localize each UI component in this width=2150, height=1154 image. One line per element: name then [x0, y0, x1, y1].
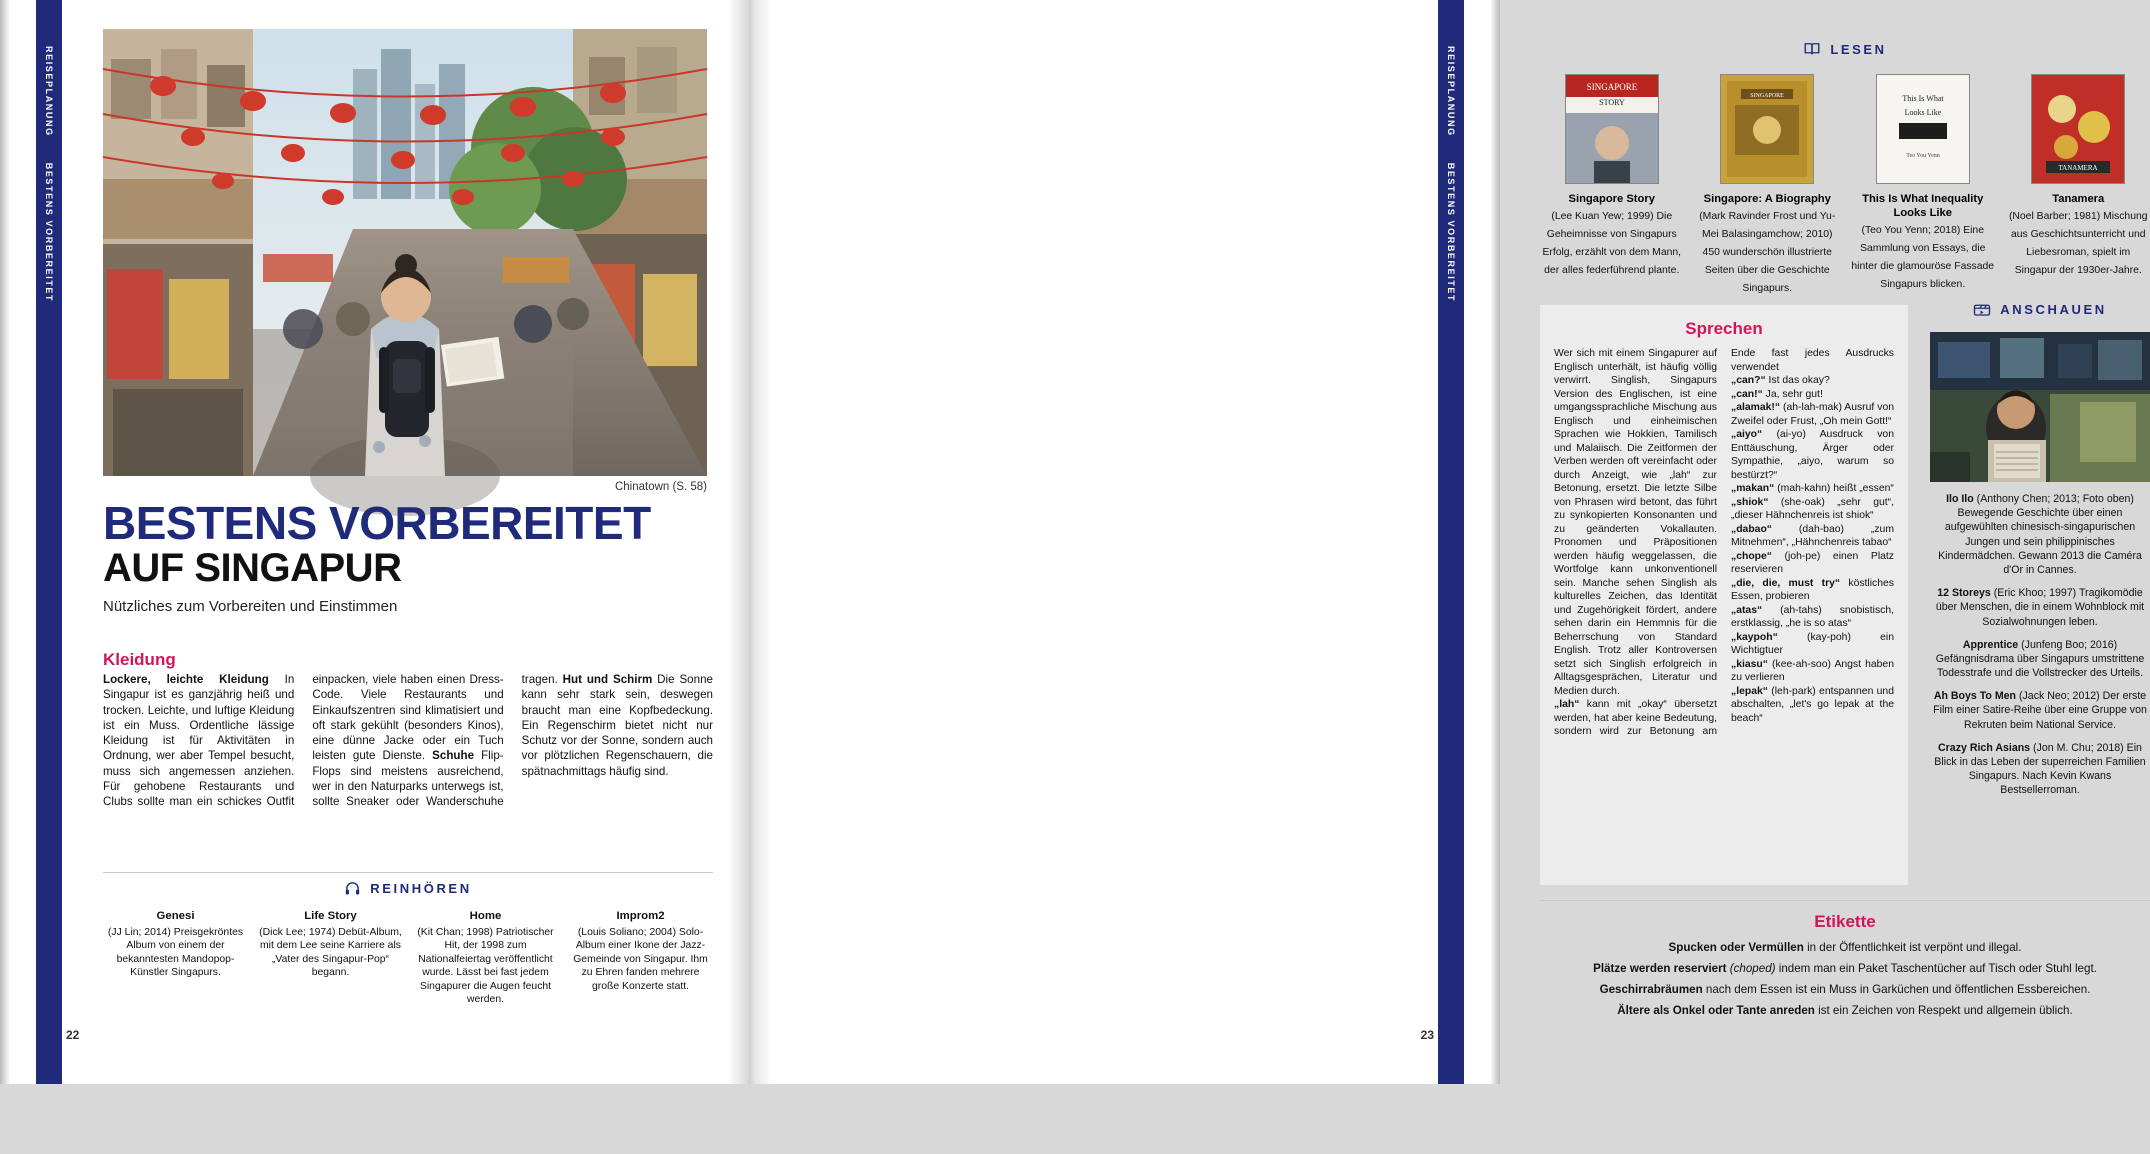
kleidung-lead-schuhe: Schuhe: [432, 749, 474, 762]
etiquette-text: nach dem Essen ist ein Muss in Garküchen und öffentlichen Essbereichen.: [1703, 983, 2091, 996]
reinhoeren-label: REINHÖREN: [370, 881, 471, 896]
film-clapper-icon: [1973, 300, 1991, 318]
list-item: [1851, 74, 1995, 296]
svg-text:SINGAPORE: SINGAPORE: [1750, 93, 1784, 99]
anschauen-label: ANSCHAUEN: [2000, 302, 2106, 317]
page-title-line2: AUF SINGAPUR: [103, 548, 713, 589]
svg-text:Looks Like: Looks Like: [1904, 108, 1941, 117]
anschauen-section: [1930, 300, 2150, 807]
glossary-def: (ai-yo) Ausdruck von Enttäuschung, Ärger oder Sympathie, „aiyo, warum so bestürzt?“: [1731, 429, 1894, 481]
list-item: [1930, 689, 2150, 732]
book-cover: [1720, 74, 1814, 184]
list-item: [1540, 940, 2150, 955]
divider-above-reinhoeren: [103, 872, 713, 873]
page-number-left: 22: [66, 1028, 79, 1042]
kleidung-text-schuhe: Flip-Flops sind meistens ausreichend, wer in den Naturparks unterwegs ist, sollte Sneaker oder Wanderschuhe tragen.: [312, 673, 562, 808]
glossary-def: köstliches Essen, probieren: [1731, 578, 1894, 603]
hero-photo-chinatown: [103, 29, 707, 476]
book-desc: (Lee Kuan Yew; 1999) Die Geheimnisse von Singapurs Erfolg, erzählt von dem Mann, der alles federführend plante.: [1542, 211, 1681, 276]
page-edge-right: [1490, 0, 1500, 1084]
kleidung-lead-1: Lockere, leichte Kleidung: [103, 673, 269, 686]
music-desc: (Dick Lee; 1974) Debüt-Album, mit dem Lee seine Karriere als „Vater des Singapur-Pop“ begann.: [259, 927, 402, 979]
list-item: [2007, 74, 2150, 296]
glossary-def: Ist das okay?: [1766, 375, 1830, 386]
film-still-photo: [1930, 332, 2150, 482]
etikette-section: [1540, 912, 2150, 1024]
glossary-term: „dabao“: [1731, 524, 1772, 535]
list-item: [1930, 492, 2150, 577]
right-page: [750, 0, 1500, 1084]
book-cover: [1876, 74, 1970, 184]
etiquette-term: Spucken oder Vermüllen: [1669, 941, 1804, 954]
sprechen-body: [1540, 347, 1908, 739]
sprechen-intro: Wer sich mit einem Singapurer auf Englisch unterhält, ist häufig völlig verwirrt. Singlish, Singapurs Version des Englischen, ist eine umgangssprachliche Mischung aus Englisch und einheimischen Sprachen wie Hokkien, Tamilisch und Malaiisch. Die Zeitformen der Verben werden oft vereinfacht oder durch Anzeigt, wie „lah“ zur Betonung, ersetzt. Die letzte Silbe von Phrasen wird betont, das führt zu synkopierten Konsonanten und zu geänderten Vokallauten. Pronomen und Präpositionen werden häufig weggelassen, die Wortfolge kann unkonventionell sein. Manche sehen Singlish als kulturelles Zeichen, das Identität und Zugehörigkeit fördert, andere sehen darin ein Hemmnis für die Beherrschung von Standard English. Trotz aller Kontroversen setzt sich Singlish erfolgreich in Alltagsgesprächen, Literatur und Medien durch.: [1554, 347, 1717, 698]
sprechen-heading: Sprechen: [1540, 305, 1908, 347]
side-tab-left: [36, 0, 62, 1084]
anschauen-band: [1930, 300, 2150, 318]
glossary-def: (leh-park) entspannen und abschalten, „let's go lepak at the beach“: [1731, 686, 1894, 724]
glossary-def: (mah-kahn) heißt „essen“: [1774, 483, 1894, 494]
divider-above-etikette: [1540, 900, 2150, 901]
etiquette-term: Plätze werden reserviert: [1593, 962, 1726, 975]
list-item: [1930, 741, 2150, 798]
svg-text:SINGAPORE: SINGAPORE: [1586, 82, 1637, 92]
film-title: Apprentice: [1963, 639, 2018, 651]
ilo-ilo-still: [1930, 332, 2150, 482]
list-item: [258, 909, 403, 1007]
music-title: Home: [413, 909, 558, 924]
film-title: Crazy Rich Asians: [1938, 742, 2030, 754]
glossary-def: (kee-ah-soo) Angst haben zu verlieren: [1731, 659, 1894, 684]
etiquette-term: Ältere als Onkel oder Tante anreden: [1617, 1004, 1815, 1017]
film-desc: (Anthony Chen; 2013; Foto oben) Bewegende Geschichte über einen aufgewühlten chinesisch-singapurischen Jungen und sein philippinisches Kindermädchen. Gewann 2013 die Caméra d'Or in Cannes.: [1938, 493, 2142, 576]
film-list: [1930, 492, 2150, 798]
page-edge-left: [0, 0, 10, 1084]
lesen-section: [1540, 40, 2150, 296]
film-title: 12 Storeys: [1937, 587, 1991, 599]
etikette-heading: Etikette: [1540, 912, 2150, 932]
page-subtitle: Nützliches zum Vorbereiten und Einstimmen: [103, 598, 713, 615]
film-desc: (Eric Khoo; 1997) Tragikomödie über Menschen, die in einem Wohnblock mit Sozialwohnungen leben.: [1936, 587, 2144, 627]
glossary-term: „lah“: [1554, 699, 1579, 710]
etiquette-text: ist ein Zeichen von Respekt und allgemein üblich.: [1815, 1004, 2073, 1017]
glossary-term: „atas“: [1731, 605, 1762, 616]
list-item: [1930, 586, 2150, 629]
etiquette-text: in der Öffentlichkeit ist verpönt und illegal.: [1804, 941, 2022, 954]
book-cover: [2031, 74, 2125, 184]
photo-caption: Chinatown (S. 58): [103, 481, 707, 493]
film-title: Ah Boys To Men: [1934, 690, 2016, 702]
glossary-term: „kiasu“: [1731, 659, 1768, 670]
page-number-right: 23: [1421, 1028, 1434, 1042]
book-cover-art: [1566, 75, 1658, 183]
side-tab-chapter: REISEPLANUNG: [1446, 46, 1456, 137]
left-page: [0, 0, 750, 1084]
glossary-term: „can?“: [1731, 375, 1766, 386]
list-item: [1540, 961, 2150, 976]
book-icon: [1803, 40, 1821, 58]
lesen-band: [1540, 40, 2150, 58]
kleidung-body: [103, 672, 713, 810]
svg-text:Teo You Yenn: Teo You Yenn: [1906, 153, 1940, 159]
svg-text:STORY: STORY: [1599, 98, 1625, 107]
film-title: Ilo Ilo: [1946, 493, 1974, 505]
glossary-def: (ah-lah-mak) Ausruf von Zweifel oder Frust, „Oh mein Gott!“: [1731, 402, 1894, 427]
book-cover-art: [1721, 75, 1813, 183]
music-desc: (JJ Lin; 2014) Preisgekröntes Album von einem der bekanntesten Mandopop-Künstler Singapurs.: [108, 927, 243, 979]
etiquette-term: Geschirrabräumen: [1600, 983, 1703, 996]
book-cover-art: [1877, 75, 1969, 183]
book-desc: (Mark Ravinder Frost und Yu-Mei Balasingamchow; 2010) 450 wunderschön illustrierte Seiten über die Geschichte Singapurs.: [1699, 211, 1835, 294]
book-desc: (Noel Barber; 1981) Mischung aus Geschichtsunterricht und Liebesroman, spielt im Singapur der 1930er-Jahre.: [2009, 211, 2148, 276]
chinatown-street-illustration: [103, 29, 707, 476]
glossary-def: (kay-poh) ein Wichtigtuer: [1731, 632, 1894, 657]
glossary-def: (dah-bao) „zum Mitnehmen“, „Hähnchenreis tabao“: [1731, 524, 1894, 549]
glossary-def: (ah-tahs) snobistisch, erstklassig, „he is so atas“: [1731, 605, 1894, 630]
glossary-term: „chope“: [1731, 551, 1772, 562]
book-desc: (Teo You Yenn; 2018) Eine Sammlung von Essays, die hinter die glamouröse Fassade Singapurs blicken.: [1851, 225, 1994, 290]
glossary-term: „aiyo“: [1731, 429, 1762, 440]
side-tab-section: BESTENS VORBEREITET: [44, 163, 54, 302]
lesen-label: LESEN: [1830, 42, 1886, 57]
etiquette-italic: (choped): [1730, 962, 1776, 975]
list-item: [1540, 74, 1684, 296]
list-item: [568, 909, 713, 1007]
list-item: [1930, 638, 2150, 681]
list-item: [1540, 1003, 2150, 1018]
side-tab-right: [1438, 0, 1464, 1084]
glossary-term: „makan“: [1731, 483, 1774, 494]
kleidung-text-hut: Die Sonne kann sehr stark sein, deswegen braucht man eine Kopfbedeckung. Ein Regenschirm bietet nicht nur Schutz vor der Sonne, sondern auch vor plötzlichen Regenschauern, die spätnachmittags häufig sind.: [522, 673, 713, 778]
music-title: Improm2: [568, 909, 713, 924]
glossary-term: „can!“: [1731, 389, 1763, 400]
music-title: Genesi: [103, 909, 248, 924]
list-item: [1696, 74, 1840, 296]
book-title: Singapore Story: [1540, 192, 1684, 206]
music-desc: (Louis Soliano; 2004) Solo-Album einer Ikone der Jazz-Gemeinde von Singapur. Ihm zu Ehren fanden mehrere große Konzerte statt.: [573, 927, 708, 992]
svg-text:TANAMERA: TANAMERA: [2059, 164, 2098, 172]
music-desc: (Kit Chan; 1998) Patriotischer Hit, der 1998 zum Nationalfeiertag veröffentlicht wurde. Lässt bei fast jedem Singapurer die Augen feucht werden.: [417, 927, 553, 1006]
film-desc: (Jack Neo; 2012) Der erste Film einer Satire-Reihe über eine Gruppe von Rekruten beim National Service.: [1933, 690, 2147, 730]
glossary-def: Ja, sehr gut!: [1763, 389, 1823, 400]
film-desc: (Jon M. Chu; 2018) Ein Blick in das Leben der superreichen Familien Singapurs. Nach Kevin Kwans Bestsellerroman.: [1934, 742, 2145, 797]
reinhoeren-band: [103, 880, 713, 897]
book-list: [1540, 74, 2150, 296]
glossary-term: „alamak!“: [1731, 402, 1780, 413]
glossary-def: (joh-pe) einen Platz reservieren: [1731, 551, 1894, 576]
headphones-icon: [344, 880, 361, 897]
glossary-def: (she-oak) „sehr gut“, „dieser Hähnchenreis ist shiok“: [1731, 497, 1894, 522]
list-item: [413, 909, 558, 1007]
etiquette-text: indem man ein Paket Taschentücher auf Tisch oder Stuhl legt.: [1776, 962, 2097, 975]
side-tab-chapter: REISEPLANUNG: [44, 46, 54, 137]
film-desc: (Junfeng Boo; 2016) Gefängnisdrama über Singapurs umstrittene Todesstrafe und die Vollstrecker des Urteils.: [1936, 639, 2144, 679]
sprechen-panel: [1540, 305, 1908, 885]
glossary-term: „lepak“: [1731, 686, 1768, 697]
list-item: [103, 909, 248, 1007]
side-tab-section: BESTENS VORBEREITET: [1446, 163, 1456, 302]
reinhoeren-section: [103, 880, 713, 1007]
book-cover-art: [2032, 75, 2124, 183]
book-title: Singapore: A Biography: [1696, 192, 1840, 206]
glossary-term: „die, die, must try“: [1731, 578, 1840, 589]
glossary-term: „shiok“: [1731, 497, 1769, 508]
section-heading-kleidung: Kleidung: [103, 650, 176, 670]
book-cover: [1565, 74, 1659, 184]
svg-text:This Is What: This Is What: [1902, 94, 1944, 103]
kleidung-text-1: In Singapur ist es ganzjährig heiß und trocken. Leichte, und luftige Kleidung ist ein Muss. Ordentliche lässige Kleidung ist für Aktivitäten in Ordnung, wer aber Tempel besucht, muss sich angemessen anziehen. Für gehobene Restaurants und Clubs sollte man ein schickes Outfit einpacken, viele haben einen Dress-Code. Viele Restaurants und Einkaufszentren sind klimatisiert und oft stark gekühlt (besonders Kinos), eine dünne Jacke oder ein Tuch leisten gute Dienste.: [103, 673, 504, 808]
list-item: [1540, 982, 2150, 997]
book-title: This Is What Inequality Looks Like: [1851, 192, 1995, 220]
book-title: Tanamera: [2007, 192, 2150, 206]
glossary-def: kann mit „okay“ übersetzt werden, hat aber keine Bedeutung, sondern wird zur Betonung am Ende fast jedes Ausdrucks verwendet: [1554, 348, 1894, 737]
music-list: [103, 909, 713, 1007]
kleidung-lead-hut: Hut und Schirm: [563, 673, 653, 686]
music-title: Life Story: [258, 909, 403, 924]
glossary-term: „kaypoh“: [1731, 632, 1778, 643]
page-title-line1: BESTENS VORBEREITET: [103, 500, 713, 547]
